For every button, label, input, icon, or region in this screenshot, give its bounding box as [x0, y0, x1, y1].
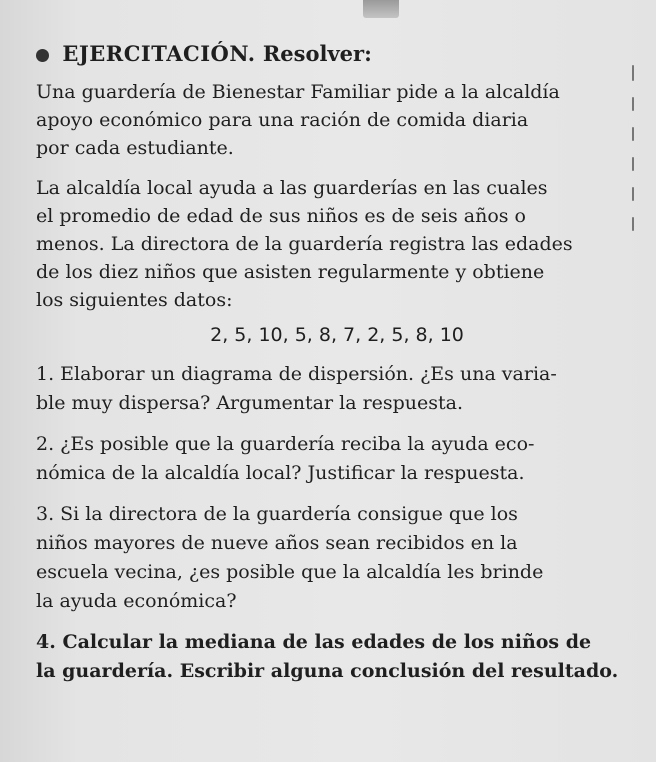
question-4: 4. Calcular la mediana de las edades de los niños de la guardería. Escribir alguna conclusión del resultado. [36, 631, 619, 682]
exercise-content [36, 42, 638, 698]
exercise-kicker: EJERCITACIÓN. [62, 41, 256, 66]
context-paragraph: La alcaldía local ayuda a las guarderías en las cuales el promedio de edad de sus niños es de seis años o menos. La directora de la guardería registra las edades de los diez niños que asisten regularmente y obtiene los siguientes datos: [36, 177, 573, 311]
binder-clip [363, 0, 399, 18]
bullet-icon [36, 49, 49, 62]
question-list [36, 360, 638, 686]
exercise-title: Resolver: [262, 41, 372, 66]
exercise-heading [36, 42, 638, 66]
question-1: 1. Elaborar un diagrama de dispersión. ¿Es una varia- ble muy dispersa? Argumentar la respuesta. [36, 363, 557, 414]
question-3: 3. Si la directora de la guardería consigue que los niños mayores de nueve años sean recibidos en la escuela vecina, ¿es posible que la alcaldía les brinde la ayuda económica? [36, 503, 544, 612]
age-data-values: 2, 5, 10, 5, 8, 7, 2, 5, 8, 10 [210, 324, 464, 346]
intro-paragraph: Una guardería de Bienestar Familiar pide a la alcaldía apoyo económico para una ración de comida diaria por cada estudiante. [36, 81, 560, 159]
question-2: 2. ¿Es posible que la guardería reciba la ayuda eco- nómica de la alcaldía local? Justificar la respuesta. [36, 433, 535, 484]
